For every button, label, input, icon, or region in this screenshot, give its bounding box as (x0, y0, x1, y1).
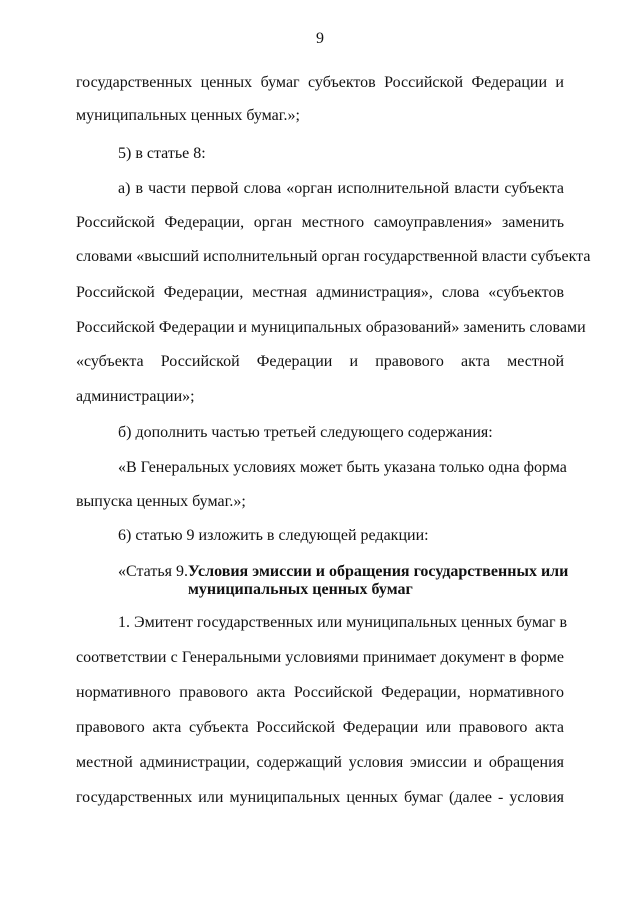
paragraph-start: 1. Эмитент государственных или муниципальных ценных бумаг в (118, 614, 568, 631)
text-line: Российской Федерации, орган местного самоуправления» заменить (76, 214, 564, 231)
text-line: выпуска ценных бумаг.»; (76, 493, 246, 510)
text-line: соответствии с Генеральными условиями принимает документ в форме (76, 649, 564, 666)
text-line: государственных или муниципальных ценных бумаг (далее - условия (76, 789, 564, 806)
quoted-text: «В Генеральных условиях может быть указана только одна форма (118, 459, 567, 476)
text-line: Российской Федерации и муниципальных образований» заменить словами (76, 319, 586, 336)
text-line: администрации»; (76, 388, 195, 405)
text-line: муниципальных ценных бумаг.»; (76, 107, 300, 124)
list-item-6: 6) статью 9 изложить в следующей редакции: (118, 527, 429, 544)
text-line: Российской Федерации, местная администрация», слова «субъектов (76, 284, 564, 301)
text-line: а) в части первой слова «орган исполнительной власти субъекта (118, 180, 564, 197)
page-number: 9 (316, 30, 324, 47)
text-line: словами «высший исполнительный орган государственной власти субъекта (76, 248, 591, 265)
text-line: государственных ценных бумаг субъектов Российской Федерации и (76, 74, 564, 91)
list-item-5: 5) в статье 8: (118, 145, 206, 162)
text-line: местной администрации, содержащий условия эмиссии и обращения (76, 754, 564, 771)
article-label: «Статья 9. (118, 563, 188, 580)
article-title-line-2: муниципальных ценных бумаг (188, 581, 413, 598)
text-line: правового акта субъекта Российской Федерации или правового акта (76, 719, 564, 736)
article-title-line-1: Условия эмиссии и обращения государственных или (188, 563, 569, 580)
text-line: нормативного правового акта Российской Федерации, нормативного (76, 684, 564, 701)
list-item-b: б) дополнить частью третьей следующего содержания: (118, 424, 493, 441)
text-line: «субъекта Российской Федерации и правового акта местной (76, 353, 564, 370)
